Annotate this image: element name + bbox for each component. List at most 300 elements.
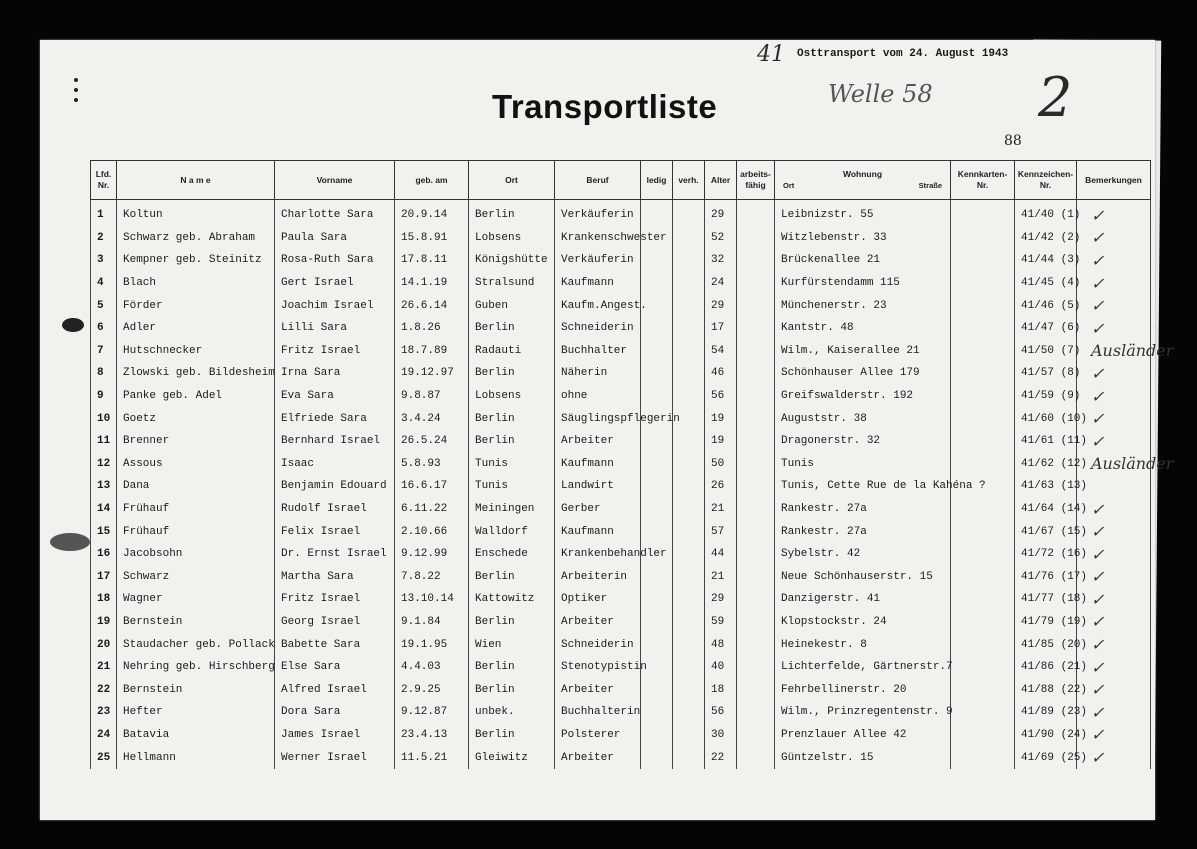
cell-ort: Berlin bbox=[469, 407, 555, 430]
wohnung-strasse-label: Straße bbox=[918, 181, 942, 190]
cell-beruf: Landwirt bbox=[555, 475, 641, 498]
cell-beruf: Buchhalterin bbox=[555, 701, 641, 724]
cell-geb: 9.1.84 bbox=[395, 611, 469, 634]
cell-kennzeichen: 41/76 (17) bbox=[1015, 566, 1077, 589]
cell-beruf: Säuglingspflegerin bbox=[555, 407, 641, 430]
cell-geb: 19.12.97 bbox=[395, 362, 469, 385]
table-row bbox=[91, 678, 1151, 701]
cell-geb: 15.8.91 bbox=[395, 227, 469, 250]
cell-verh bbox=[673, 200, 705, 227]
cell-arbeitsfaehig bbox=[737, 272, 775, 295]
cell-ledig bbox=[641, 701, 673, 724]
ink-blot bbox=[62, 318, 84, 332]
cell-name: Hefter bbox=[117, 701, 275, 724]
cell-wohnung: Sybelstr. 42 bbox=[775, 543, 951, 566]
cell-beruf: Kaufmann bbox=[555, 272, 641, 295]
cell-ort: Lobsens bbox=[469, 227, 555, 250]
cell-arbeitsfaehig bbox=[737, 611, 775, 634]
cell-nr: 13 bbox=[91, 475, 117, 498]
cell-kennzeichen: 41/40 (1) bbox=[1015, 200, 1077, 227]
cell-wohnung: Wilm., Prinzregentenstr. 9 bbox=[775, 701, 951, 724]
cell-nr: 4 bbox=[91, 272, 117, 295]
cell-name: Schwarz bbox=[117, 566, 275, 589]
cell-alter: 48 bbox=[705, 633, 737, 656]
cell-wohnung: Tunis, Cette Rue de la Kahéna ? bbox=[775, 475, 951, 498]
ink-blot bbox=[50, 533, 90, 551]
transport-table-wrap bbox=[90, 160, 1174, 769]
cell-arbeitsfaehig bbox=[737, 498, 775, 521]
cell-ledig bbox=[641, 724, 673, 747]
cell-mark: ✓ bbox=[1077, 317, 1151, 340]
cell-vorname: Dora Sara bbox=[275, 701, 395, 724]
cell-beruf: Kaufmann bbox=[555, 453, 641, 476]
cell-vorname: Dr. Ernst Israel bbox=[275, 543, 395, 566]
cell-kennzeichen: 41/50 (7) bbox=[1015, 340, 1077, 363]
cell-name: Jacobsohn bbox=[117, 543, 275, 566]
cell-ort: Berlin bbox=[469, 611, 555, 634]
cell-mark: ✓ bbox=[1077, 272, 1151, 295]
cell-geb: 6.11.22 bbox=[395, 498, 469, 521]
cell-nr: 19 bbox=[91, 611, 117, 634]
cell-beruf: Krankenbehandler bbox=[555, 543, 641, 566]
col-kennzeichen: Kennzeichen- Nr. bbox=[1015, 161, 1077, 200]
cell-geb: 17.8.11 bbox=[395, 249, 469, 272]
cell-nr: 18 bbox=[91, 588, 117, 611]
cell-wohnung: Lichterfelde, Gärtnerstr.7 bbox=[775, 656, 951, 679]
cell-arbeitsfaehig bbox=[737, 453, 775, 476]
cell-vorname: Paula Sara bbox=[275, 227, 395, 250]
table-row bbox=[91, 656, 1151, 679]
cell-name: Assous bbox=[117, 453, 275, 476]
table-row bbox=[91, 724, 1151, 747]
cell-arbeitsfaehig bbox=[737, 678, 775, 701]
cell-name: Kempner geb. Steinitz bbox=[117, 249, 275, 272]
cell-verh bbox=[673, 453, 705, 476]
cell-ort: Tunis bbox=[469, 453, 555, 476]
handwritten-page: 2 bbox=[1038, 66, 1073, 129]
cell-kennzeichen: 41/69 (25) bbox=[1015, 746, 1077, 769]
cell-kennzeichen: 41/60 (10) bbox=[1015, 407, 1077, 430]
handwritten-welle: Welle 58 bbox=[828, 80, 933, 108]
cell-geb: 2.10.66 bbox=[395, 520, 469, 543]
cell-arbeitsfaehig bbox=[737, 385, 775, 408]
cell-verh bbox=[673, 611, 705, 634]
cell-beruf: Verkäuferin bbox=[555, 200, 641, 227]
cell-beruf: Polsterer bbox=[555, 724, 641, 747]
table-row bbox=[91, 317, 1151, 340]
cell-mark: ✓ bbox=[1077, 566, 1151, 589]
cell-ledig bbox=[641, 475, 673, 498]
cell-kennzeichen: 41/79 (19) bbox=[1015, 611, 1077, 634]
cell-arbeitsfaehig bbox=[737, 543, 775, 566]
cell-alter: 29 bbox=[705, 200, 737, 227]
cell-ledig bbox=[641, 746, 673, 769]
cell-nr: 17 bbox=[91, 566, 117, 589]
cell-vorname: Elfriede Sara bbox=[275, 407, 395, 430]
cell-kennzeichen: 41/85 (20) bbox=[1015, 633, 1077, 656]
cell-alter: 50 bbox=[705, 453, 737, 476]
cell-ort: Berlin bbox=[469, 200, 555, 227]
cell-name: Bernstein bbox=[117, 678, 275, 701]
cell-wohnung: Tunis bbox=[775, 453, 951, 476]
cell-verh bbox=[673, 746, 705, 769]
cell-mark: ✓ bbox=[1077, 746, 1151, 769]
col-beruf: Beruf bbox=[555, 161, 641, 200]
cell-geb: 9.8.87 bbox=[395, 385, 469, 408]
cell-mark bbox=[1077, 475, 1151, 498]
cell-beruf: Kaufm.Angest. bbox=[555, 294, 641, 317]
cell-wohnung: Wilm., Kaiserallee 21 bbox=[775, 340, 951, 363]
cell-wohnung: Heinekestr. 8 bbox=[775, 633, 951, 656]
cell-mark: ✓ bbox=[1077, 678, 1151, 701]
cell-ort: Meiningen bbox=[469, 498, 555, 521]
cell-verh bbox=[673, 385, 705, 408]
cell-nr: 12 bbox=[91, 453, 117, 476]
col-lfd: Lfd. Nr. bbox=[91, 161, 117, 200]
cell-wohnung: Neue Schönhauserstr. 15 bbox=[775, 566, 951, 589]
cell-alter: 44 bbox=[705, 543, 737, 566]
cell-beruf: Schneiderin bbox=[555, 317, 641, 340]
cell-nr: 14 bbox=[91, 498, 117, 521]
cell-kennzeichen: 41/62 (12) bbox=[1015, 453, 1077, 476]
cell-name: Förder bbox=[117, 294, 275, 317]
cell-verh bbox=[673, 701, 705, 724]
cell-geb: 3.4.24 bbox=[395, 407, 469, 430]
cell-vorname: Martha Sara bbox=[275, 566, 395, 589]
col-geb: geb. am bbox=[395, 161, 469, 200]
cell-kennkarten bbox=[951, 701, 1015, 724]
table-body bbox=[91, 200, 1174, 769]
cell-arbeitsfaehig bbox=[737, 340, 775, 363]
cell-verh bbox=[673, 430, 705, 453]
cell-geb: 20.9.14 bbox=[395, 200, 469, 227]
table-row bbox=[91, 340, 1151, 363]
cell-mark: ✓ bbox=[1077, 249, 1151, 272]
col-vorname: Vorname bbox=[275, 161, 395, 200]
cell-kennkarten bbox=[951, 656, 1015, 679]
cell-beruf: Gerber bbox=[555, 498, 641, 521]
col-arbeitsfaehig: arbeits- fähig bbox=[737, 161, 775, 200]
cell-verh bbox=[673, 294, 705, 317]
cell-kennzeichen: 41/67 (15) bbox=[1015, 520, 1077, 543]
cell-ort: Berlin bbox=[469, 362, 555, 385]
cell-geb: 4.4.03 bbox=[395, 656, 469, 679]
cell-ledig bbox=[641, 340, 673, 363]
cell-mark: ✓ bbox=[1077, 633, 1151, 656]
cell-geb: 26.5.24 bbox=[395, 430, 469, 453]
table-header-row bbox=[91, 161, 1151, 200]
cell-arbeitsfaehig bbox=[737, 633, 775, 656]
cell-wohnung: Kurfürstendamm 115 bbox=[775, 272, 951, 295]
cell-kennzeichen: 41/57 (8) bbox=[1015, 362, 1077, 385]
cell-geb: 11.5.21 bbox=[395, 746, 469, 769]
cell-beruf: Verkäuferin bbox=[555, 249, 641, 272]
cell-wohnung: Güntzelstr. 15 bbox=[775, 746, 951, 769]
cell-kennkarten bbox=[951, 407, 1015, 430]
cell-ort: Kattowitz bbox=[469, 588, 555, 611]
col-ledig: ledig bbox=[641, 161, 673, 200]
cell-nr: 15 bbox=[91, 520, 117, 543]
col-bemerkungen: Bemerkungen bbox=[1077, 161, 1151, 200]
cell-arbeitsfaehig bbox=[737, 227, 775, 250]
cell-beruf: Arbeiter bbox=[555, 611, 641, 634]
cell-ort: Berlin bbox=[469, 317, 555, 340]
cell-geb: 23.4.13 bbox=[395, 724, 469, 747]
cell-vorname: Fritz Israel bbox=[275, 588, 395, 611]
cell-verh bbox=[673, 724, 705, 747]
cell-vorname: Georg Israel bbox=[275, 611, 395, 634]
cell-verh bbox=[673, 317, 705, 340]
cell-vorname: Werner Israel bbox=[275, 746, 395, 769]
cell-nr: 3 bbox=[91, 249, 117, 272]
table-row bbox=[91, 633, 1151, 656]
cell-nr: 16 bbox=[91, 543, 117, 566]
cell-verh bbox=[673, 633, 705, 656]
cell-kennkarten bbox=[951, 611, 1015, 634]
handwritten-number: 41 bbox=[757, 42, 785, 67]
cell-name: Brenner bbox=[117, 430, 275, 453]
cell-wohnung: Dragonerstr. 32 bbox=[775, 430, 951, 453]
cell-ort: Königshütte bbox=[469, 249, 555, 272]
cell-alter: 57 bbox=[705, 520, 737, 543]
transport-line: Osttransport vom 24. August 1943 bbox=[797, 48, 1009, 60]
cell-name: Goetz bbox=[117, 407, 275, 430]
transport-table bbox=[90, 160, 1174, 769]
cell-vorname: Benjamin Edouard bbox=[275, 475, 395, 498]
cell-vorname: James Israel bbox=[275, 724, 395, 747]
cell-kennzeichen: 41/44 (3) bbox=[1015, 249, 1077, 272]
cell-alter: 30 bbox=[705, 724, 737, 747]
cell-beruf: Krankenschwester bbox=[555, 227, 641, 250]
cell-kennzeichen: 41/46 (5) bbox=[1015, 294, 1077, 317]
cell-beruf: Buchhalter bbox=[555, 340, 641, 363]
cell-kennzeichen: 41/47 (6) bbox=[1015, 317, 1077, 340]
cell-arbeitsfaehig bbox=[737, 249, 775, 272]
cell-kennzeichen: 41/77 (18) bbox=[1015, 588, 1077, 611]
cell-alter: 40 bbox=[705, 656, 737, 679]
cell-ledig bbox=[641, 385, 673, 408]
cell-alter: 17 bbox=[705, 317, 737, 340]
cell-vorname: Joachim Israel bbox=[275, 294, 395, 317]
cell-kennkarten bbox=[951, 566, 1015, 589]
cell-kennkarten bbox=[951, 678, 1015, 701]
cell-ledig bbox=[641, 200, 673, 227]
cell-ort: Guben bbox=[469, 294, 555, 317]
cell-nr: 10 bbox=[91, 407, 117, 430]
cell-verh bbox=[673, 566, 705, 589]
cell-kennzeichen: 41/64 (14) bbox=[1015, 498, 1077, 521]
cell-kennzeichen: 41/89 (23) bbox=[1015, 701, 1077, 724]
cell-verh bbox=[673, 543, 705, 566]
cell-kennzeichen: 41/72 (16) bbox=[1015, 543, 1077, 566]
cell-geb: 7.8.22 bbox=[395, 566, 469, 589]
cell-vorname: Rosa-Ruth Sara bbox=[275, 249, 395, 272]
cell-alter: 46 bbox=[705, 362, 737, 385]
cell-arbeitsfaehig bbox=[737, 362, 775, 385]
cell-kennzeichen: 41/42 (2) bbox=[1015, 227, 1077, 250]
cell-verh bbox=[673, 678, 705, 701]
cell-vorname: Lilli Sara bbox=[275, 317, 395, 340]
cell-geb: 18.7.89 bbox=[395, 340, 469, 363]
cell-wohnung: Fehrbellinerstr. 20 bbox=[775, 678, 951, 701]
col-wohnung bbox=[775, 161, 951, 200]
cell-mark: ✓ bbox=[1077, 611, 1151, 634]
cell-nr: 25 bbox=[91, 746, 117, 769]
cell-kennzeichen: 41/45 (4) bbox=[1015, 272, 1077, 295]
cell-wohnung: Leibnizstr. 55 bbox=[775, 200, 951, 227]
cell-ledig bbox=[641, 317, 673, 340]
cell-ledig bbox=[641, 678, 673, 701]
cell-alter: 18 bbox=[705, 678, 737, 701]
table-row bbox=[91, 566, 1151, 589]
cell-name: Frühauf bbox=[117, 498, 275, 521]
cell-arbeitsfaehig bbox=[737, 475, 775, 498]
cell-ort: Berlin bbox=[469, 430, 555, 453]
cell-kennkarten bbox=[951, 543, 1015, 566]
cell-kennkarten bbox=[951, 633, 1015, 656]
cell-mark: ✓ bbox=[1077, 362, 1151, 385]
cell-alter: 54 bbox=[705, 340, 737, 363]
cell-name: Schwarz geb. Abraham bbox=[117, 227, 275, 250]
cell-nr: 20 bbox=[91, 633, 117, 656]
cell-verh bbox=[673, 520, 705, 543]
cell-vorname: Eva Sara bbox=[275, 385, 395, 408]
cell-verh bbox=[673, 340, 705, 363]
cell-alter: 21 bbox=[705, 566, 737, 589]
cell-name: Zlowski geb. Bildesheim bbox=[117, 362, 275, 385]
cell-verh bbox=[673, 362, 705, 385]
cell-arbeitsfaehig bbox=[737, 294, 775, 317]
cell-kennkarten bbox=[951, 520, 1015, 543]
cell-kennzeichen: 41/90 (24) bbox=[1015, 724, 1077, 747]
cell-vorname: Isaac bbox=[275, 453, 395, 476]
cell-arbeitsfaehig bbox=[737, 701, 775, 724]
cell-arbeitsfaehig bbox=[737, 317, 775, 340]
cell-mark: ✓ bbox=[1077, 430, 1151, 453]
table-row bbox=[91, 362, 1151, 385]
cell-mark: ✓ bbox=[1077, 520, 1151, 543]
cell-mark: ✓ bbox=[1077, 227, 1151, 250]
table-row bbox=[91, 611, 1151, 634]
cell-kennzeichen: 41/61 (11) bbox=[1015, 430, 1077, 453]
cell-verh bbox=[673, 588, 705, 611]
cell-arbeitsfaehig bbox=[737, 200, 775, 227]
cell-verh bbox=[673, 498, 705, 521]
cell-wohnung: Brückenallee 21 bbox=[775, 249, 951, 272]
cell-ledig bbox=[641, 249, 673, 272]
cell-name: Frühauf bbox=[117, 520, 275, 543]
cell-name: Staudacher geb. Pollack bbox=[117, 633, 275, 656]
cell-ledig bbox=[641, 272, 673, 295]
cell-nr: 2 bbox=[91, 227, 117, 250]
col-verh: verh. bbox=[673, 161, 705, 200]
cell-vorname: Babette Sara bbox=[275, 633, 395, 656]
cell-verh bbox=[673, 249, 705, 272]
cell-geb: 26.6.14 bbox=[395, 294, 469, 317]
punch-hole bbox=[74, 78, 78, 82]
cell-ledig bbox=[641, 520, 673, 543]
cell-kennkarten bbox=[951, 272, 1015, 295]
table-row bbox=[91, 385, 1151, 408]
cell-wohnung: Danzigerstr. 41 bbox=[775, 588, 951, 611]
cell-kennkarten bbox=[951, 588, 1015, 611]
cell-wohnung: Prenzlauer Allee 42 bbox=[775, 724, 951, 747]
cell-arbeitsfaehig bbox=[737, 656, 775, 679]
cell-arbeitsfaehig bbox=[737, 588, 775, 611]
cell-wohnung: Rankestr. 27a bbox=[775, 498, 951, 521]
cell-mark: ✓ bbox=[1077, 407, 1151, 430]
cell-ort: Stralsund bbox=[469, 272, 555, 295]
cell-ledig bbox=[641, 611, 673, 634]
table-row bbox=[91, 227, 1151, 250]
cell-mark: Ausländer bbox=[1077, 340, 1151, 363]
cell-wohnung: Kantstr. 48 bbox=[775, 317, 951, 340]
cell-vorname: Irna Sara bbox=[275, 362, 395, 385]
cell-geb: 9.12.87 bbox=[395, 701, 469, 724]
table-row bbox=[91, 249, 1151, 272]
cell-kennkarten bbox=[951, 340, 1015, 363]
cell-alter: 19 bbox=[705, 430, 737, 453]
cell-alter: 52 bbox=[705, 227, 737, 250]
cell-alter: 26 bbox=[705, 475, 737, 498]
cell-mark: ✓ bbox=[1077, 200, 1151, 227]
cell-mark: ✓ bbox=[1077, 588, 1151, 611]
cell-name: Batavia bbox=[117, 724, 275, 747]
cell-verh bbox=[673, 475, 705, 498]
cell-beruf: Arbeiter bbox=[555, 678, 641, 701]
cell-ort: Berlin bbox=[469, 678, 555, 701]
cell-arbeitsfaehig bbox=[737, 430, 775, 453]
cell-alter: 56 bbox=[705, 385, 737, 408]
cell-alter: 29 bbox=[705, 588, 737, 611]
cell-beruf: Stenotypistin bbox=[555, 656, 641, 679]
cell-nr: 1 bbox=[91, 200, 117, 227]
cell-mark: ✓ bbox=[1077, 385, 1151, 408]
cell-beruf: Arbeiter bbox=[555, 746, 641, 769]
cell-nr: 11 bbox=[91, 430, 117, 453]
cell-ort: Lobsens bbox=[469, 385, 555, 408]
cell-kennzeichen: 41/86 (21) bbox=[1015, 656, 1077, 679]
cell-ledig bbox=[641, 588, 673, 611]
cell-mark: ✓ bbox=[1077, 656, 1151, 679]
cell-vorname: Bernhard Israel bbox=[275, 430, 395, 453]
cell-beruf: Näherin bbox=[555, 362, 641, 385]
cell-name: Adler bbox=[117, 317, 275, 340]
cell-ort: Gleiwitz bbox=[469, 746, 555, 769]
cell-ort: Berlin bbox=[469, 656, 555, 679]
cell-geb: 5.8.93 bbox=[395, 453, 469, 476]
punch-hole bbox=[74, 88, 78, 92]
col-kennkarten: Kennkarten- Nr. bbox=[951, 161, 1015, 200]
cell-kennkarten bbox=[951, 724, 1015, 747]
table-row bbox=[91, 200, 1151, 227]
table-row bbox=[91, 520, 1151, 543]
cell-nr: 23 bbox=[91, 701, 117, 724]
cell-mark: ✓ bbox=[1077, 294, 1151, 317]
cell-mark: ✓ bbox=[1077, 701, 1151, 724]
cell-alter: 29 bbox=[705, 294, 737, 317]
cell-kennkarten bbox=[951, 385, 1015, 408]
cell-beruf: Arbeiter bbox=[555, 430, 641, 453]
cell-ledig bbox=[641, 498, 673, 521]
cell-ort: Walldorf bbox=[469, 520, 555, 543]
cell-geb: 9.12.99 bbox=[395, 543, 469, 566]
cell-verh bbox=[673, 227, 705, 250]
cell-geb: 16.6.17 bbox=[395, 475, 469, 498]
cell-ort: Tunis bbox=[469, 475, 555, 498]
cell-nr: 8 bbox=[91, 362, 117, 385]
cell-beruf: Schneiderin bbox=[555, 633, 641, 656]
